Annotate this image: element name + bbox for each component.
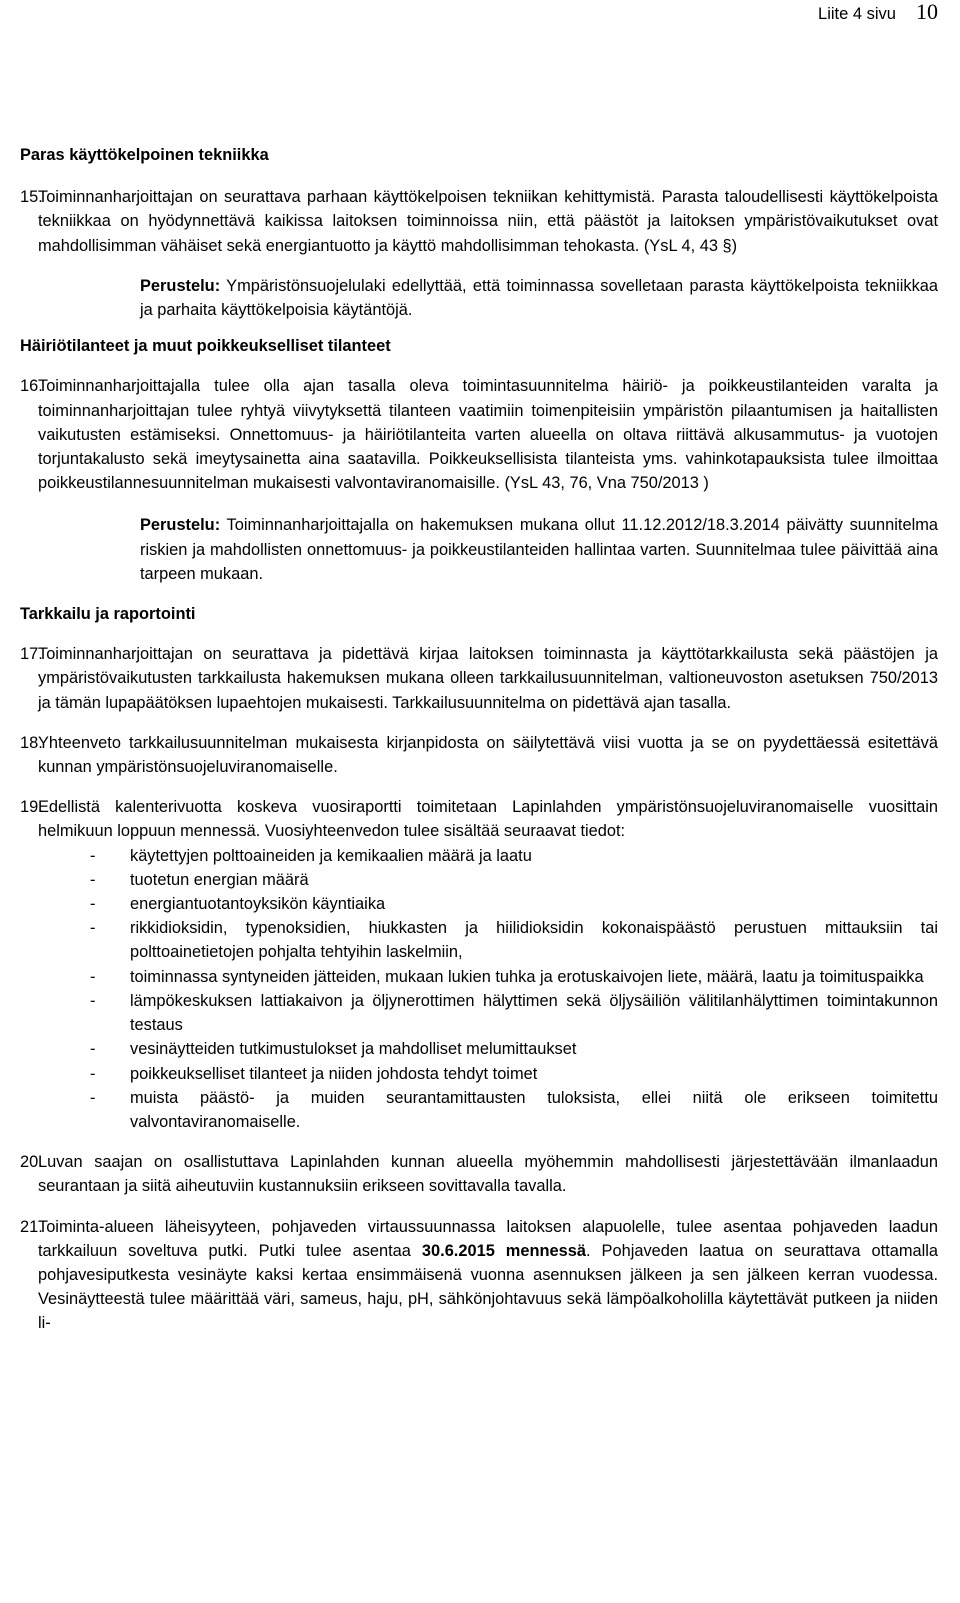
item-text: Edellistä kalenterivuotta koskeva vuosiraportti toimitetaan Lapinlahden ympäristönsuojeluviranomaiselle vuosittain helmikuun loppuun mennessä. Vuosiyhteenvedon tulee sisältää seuraavat tiedot:: [38, 798, 938, 841]
item-number: 20.: [20, 1153, 43, 1172]
section-heading-monitoring: Tarkkailu ja raportointi: [20, 605, 196, 624]
item-number: 17.: [20, 645, 43, 664]
list-dash: -: [90, 1040, 96, 1059]
list-item: - tuotetun energian määrä: [90, 868, 938, 892]
reason-text: Toiminnanharjoittajalla on hakemuksen mukana ollut 11.12.2012/18.3.2014 päivätty suunnitelma riskien ja mahdollisten onnettomuus- ja poikkeustilanteiden hallintaa varten. Suunnitelmaa tulee päivittää aina tarpeen mukaan.: [140, 516, 938, 583]
attachment-label: Liite 4 sivu: [818, 5, 896, 23]
deadline-date: 30.6.2015 mennessä: [421, 1241, 586, 1260]
list-item: - energiantuotantoyksikön käyntiaika: [90, 892, 938, 916]
list-item: - käytettyjen polttoaineiden ja kemikaalien määrä ja laatu: [90, 844, 938, 868]
page-header: [818, 0, 938, 26]
report-contents-list: [90, 844, 938, 1134]
page-number: 10: [916, 0, 938, 24]
item-19: [20, 795, 938, 843]
list-item: - poikkeukselliset tilanteet ja niiden johdosta tehdyt toimet: [90, 1062, 938, 1086]
list-item: - lämpökeskuksen lattiakaivon ja öljynerottimen hälyttimen sekä öljysäiliön välitilanhälyttimen toimintakunnon testaus: [90, 989, 938, 1037]
section-heading-incidents: Häiriötilanteet ja muut poikkeukselliset tilanteet: [20, 337, 391, 356]
item-18: [20, 731, 938, 779]
item-number: 18.: [20, 733, 43, 752]
item-number: 19.: [20, 798, 43, 817]
list-item: - rikkidioksidin, typenoksidien, hiukkasten ja hiilidioksidin kokonaispäästö perustuen mittauksiin tai polttoainetietojen pohjalta tehtyihin laskelmiin,: [90, 916, 938, 964]
item-text: Yhteenveto tarkkailusuunnitelman mukaisesta kirjanpidosta on säilytettävä viisi vuotta ja se on pyydettäessä esitettävä kunnan ympäristönsuojeluviranomaiselle.: [38, 733, 938, 777]
list-dash: -: [90, 870, 96, 889]
item-text: Toiminta-alueen läheisyyteen, pohjaveden virtaussuunnassa laitoksen alapuolelle, tulee asentaa pohjaveden laadun tarkkailuun soveltuva putki. Putki tulee asentaa 30.6.2015 mennessä. Pohjaveden laatua on seurattava ottamalla pohjavesiputkesta vesinäyte kaksi kertaa ensimmäisenä vuonna asennuksen jälkeen ja sen jälkeen kerran vuodessa. Vesinäytteestä tulee määrittää väri, sameus, haju, pH, sähkönjohtavuus sekä lämpöalkoholilla käytettävät putkeen ja niiden li-: [38, 1217, 938, 1333]
item-number: 15.: [20, 188, 43, 207]
document-body: [20, 143, 938, 1336]
item-number: 21.: [20, 1217, 43, 1236]
item-text: Toiminnanharjoittajan on seurattava parhaan käyttökelpoisen tekniikan kehittymistä. Parasta taloudellisesti käyttökelpoista tekniikkaa on hyödynnettävä kaikissa laitoksen toiminnoissa niin, että päästöt ja laitoksen ympäristövaikutukset ovat mahdollisimman vähäiset sekä energiantuotto ja käyttö mahdollisimman tehokasta. (YsL 4, 43 §): [38, 188, 938, 255]
section-heading-bat: Paras käyttökelpoinen tekniikka: [20, 146, 269, 164]
list-dash: -: [90, 895, 96, 914]
item-21: [20, 1215, 938, 1336]
reason-label: Perustelu:: [140, 516, 221, 535]
item-20: [20, 1150, 938, 1198]
item-text: Toiminnanharjoittajan on seurattava ja pidettävä kirjaa laitoksen toiminnasta ja käyttötarkkailusta sekä päästöjen ja ympäristövaikutusten tarkkailusta hakemuksen mukana olleen tarkkailusuunnitelman, valtioneuvoston asetuksen 750/2013 ja tämän lupapäätöksen lupaehtojen mukaisesti. Tarkkailusuunnitelma on pidettävä ajan tasalla.: [38, 645, 938, 712]
list-dash: -: [90, 1064, 96, 1083]
item-16: [20, 374, 938, 495]
item-text: Toiminnanharjoittajalla tulee olla ajan tasalla oleva toimintasuunnitelma häiriö- ja poikkeustilanteiden varalta ja toiminnanharjoittajan tulee ryhtyä viivytyksettä tilanteen vaatimiin toimenpiteisiin ympäristön pilaantumisen ja haitallisten vaikutusten estämiseksi. Onnettomuus- ja häiriötilanteita varten alueella on oltava riittävä alkusammutus- ja vuotojen torjuntakalusto sekä imeytysainetta aina saatavilla. Poikkeuksellisista tilanteista yms. vahinkotapauksista tulee ilmoittaa poikkeustilannesuunnitelman mukaisesti valvontaviranomaisille. (YsL 43, 76, Vna 750/2013 ): [38, 377, 938, 493]
list-item: - muista päästö- ja muiden seurantamittausten tuloksista, ellei niitä ole erikseen toimitettu valvontaviranomaiselle.: [90, 1086, 938, 1134]
list-item: - vesinäytteiden tutkimustulokset ja mahdolliset melumittaukset: [90, 1037, 938, 1061]
item-15: [20, 185, 938, 258]
list-dash: -: [90, 919, 96, 938]
reason-label: Perustelu:: [140, 276, 221, 295]
list-item: - toiminnassa syntyneiden jätteiden, mukaan lukien tuhka ja erotuskaivojen liete, määrä, laatu ja toimituspaikka: [90, 965, 938, 989]
item-number: 16.: [20, 377, 43, 396]
list-dash: -: [90, 967, 96, 986]
reason-text: Ympäristönsuojelulaki edellyttää, että toiminnassa sovelletaan parasta käyttökelpoista tekniikkaa ja parhaita käyttökelpoisia käytäntöjä.: [140, 276, 938, 320]
item-17: [20, 642, 938, 715]
reason-block: [140, 513, 938, 586]
list-dash: -: [90, 846, 96, 865]
list-dash: -: [90, 1088, 96, 1107]
item-text: Luvan saajan on osallistuttava Lapinlahden kunnan alueella myöhemmin mahdollisesti järjestettävään ilmanlaadun seurantaan ja siitä aiheutuviin kustannuksiin erikseen sovittavalla tavalla.: [38, 1153, 938, 1196]
reason-block: [140, 274, 938, 322]
list-dash: -: [90, 991, 96, 1010]
